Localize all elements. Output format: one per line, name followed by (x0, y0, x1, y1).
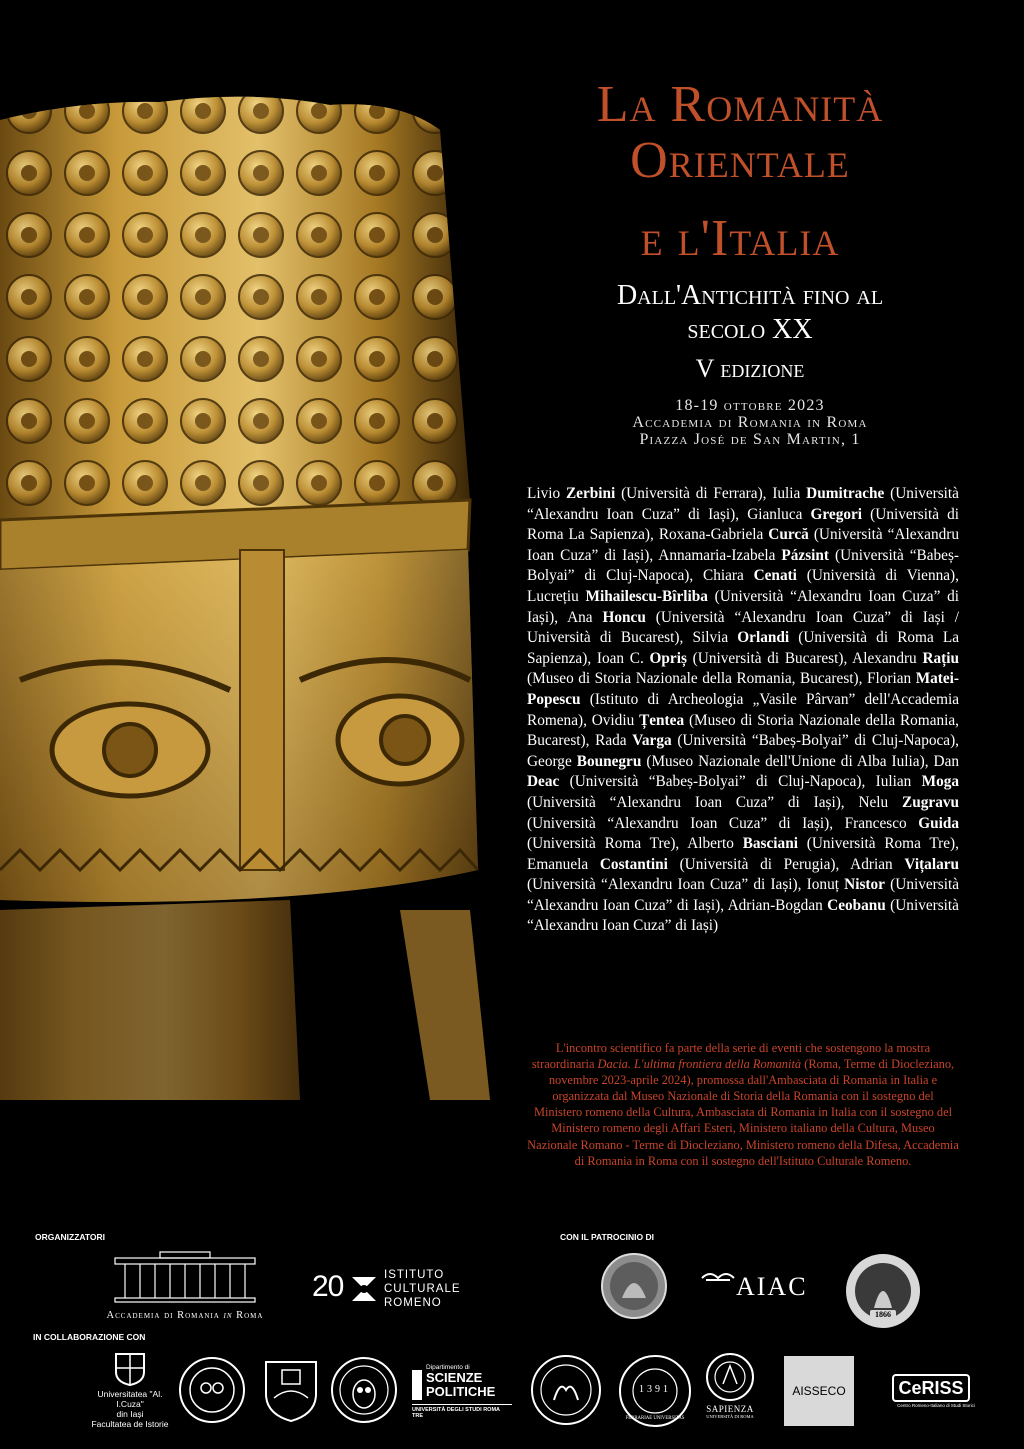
speaker-affiliation: (Università “Babeș-Bolyai” di Cluj-Napoca) (569, 773, 862, 791)
seal-year: 1866 (875, 1310, 891, 1319)
speaker-first-name: Annamaria-Izabela (658, 546, 776, 564)
accademia-logo (90, 1250, 280, 1324)
speakers-list (527, 484, 959, 937)
accademia-logo-line2: Roma (236, 1310, 264, 1321)
speaker-first-name: Rada (595, 732, 627, 750)
speaker-first-name: Ioan C. (596, 649, 644, 667)
icr-logo-line3: ROMENO (384, 1297, 442, 1309)
edition: V edizione (695, 354, 805, 383)
sapienza-seal-icon (705, 1352, 755, 1402)
aisseco-logo (784, 1356, 854, 1426)
speaker-last-name: Curcă (768, 526, 809, 544)
speaker: Alberto Basciani (Università Roma Tre), (687, 835, 959, 853)
speaker: Iulia Dumitrache (Università “Alexandru Ioan Cuza” di Iași), (527, 485, 959, 523)
speaker-affiliation: (Università “Alexandru Ioan Cuza” di Iași) (527, 814, 830, 832)
speaker-last-name: Guida (918, 814, 959, 832)
icr-logo-line2: CULTURALE (384, 1283, 461, 1295)
speaker-last-name: Varga (632, 732, 672, 750)
ceriss-name: CeRISS (892, 1374, 970, 1402)
speaker-last-name: Rațiu (922, 649, 959, 667)
speaker-affiliation: (Università “Babeș-Bolyai” di Cluj-Napoca) (527, 546, 959, 585)
speaker: Ana Honcu (Università “Alexandru Ioan Cuza” di Iași / Università di Bucarest), (527, 608, 959, 647)
speaker-affiliation: (Museo di Storia Nazionale della Romania, Bucarest) (527, 670, 859, 688)
speaker: Adrian Vițalaru (Università “Alexandru Ioan Cuza” di Iași), (527, 855, 960, 894)
speaker-affiliation: (Università “Alexandru Ioan Cuza” di Iași) (527, 793, 841, 811)
speaker-first-name: Silvia (692, 629, 729, 647)
speaker: Lucrețiu Mihailescu-Bîrliba (Università “Alexandru Ioan Cuza” di Iași), (527, 587, 959, 626)
patronage-label: CON IL PATROCINIO DI (560, 1232, 654, 1242)
event-venue: Accademia di Romania in Roma (632, 414, 868, 431)
note-text-2: (Roma, Terme di Diocleziano, novembre 2023-aprile 2024), promossa dall'Ambasciata di Romania in Italia e organizzata dal Museo Nazionale di Storia della Romania con il sostegno del Ministero romeno della Cultura, Ambasciata di Romania in Italia con il sostegno del Ministero romeno degli Affari Esteri, Ministero italiano della Cultura, Museo Nazionale Romano - Terme di Diocleziano, Ministero romeno della Difesa, Accademia di Romania in Roma con il sostegno dell'Istituto Culturale Romeno. (527, 1057, 959, 1168)
speaker: Ioan C. Opriș (Università di Bucarest), (596, 649, 853, 667)
aiac-text: AIAC (736, 1272, 808, 1301)
speaker-last-name: Zugravu (902, 793, 959, 811)
accademia-logo-in: in (223, 1310, 233, 1321)
speaker-first-name: Livio (527, 485, 561, 502)
speaker-first-name: Nelu (858, 793, 889, 811)
cuza-line1: Universitatea "Al. I.Cuza" (97, 1389, 163, 1409)
speaker: Iulian Moga (Università “Alexandru Ioan Cuza” di Iași), (527, 773, 960, 811)
speaker-first-name: Chiara (703, 567, 744, 585)
cuza-line2: din Iași (116, 1409, 144, 1419)
speaker: Alexandru Rațiu (Museo di Storia Nazionale della Romania, Bucarest), (527, 649, 959, 688)
speaker-last-name: Orlandi (737, 629, 790, 647)
speaker-first-name: Emanuela (527, 855, 589, 873)
speaker: Rada Varga (Università “Babeș-Bolyai” di Cluj-Napoca), (595, 732, 959, 750)
speaker: Nelu Zugravu (Università “Alexandru Ioan Cuza” di Iași), (527, 793, 959, 832)
accademia-logo-line1: Accademia di Romania (106, 1310, 220, 1321)
shield-crest-icon (262, 1358, 320, 1424)
speaker-affiliation: (Università “Alexandru Ioan Cuza” di Iași / Università di Bucarest) (527, 608, 959, 647)
speaker-affiliation: (Università “Alexandru Ioan Cuza” di Iași) (527, 587, 959, 626)
speaker-first-name: Ovidiu (591, 711, 635, 729)
speaker: Chiara Cenati (Università di Vienna), (703, 567, 959, 585)
speaker: Silvia Orlandi (Università di Roma La Sapienza), (527, 629, 959, 667)
note-text-1: L'incontro scientifico fa parte della serie di eventi che sostengono la mostra straordinaria (531, 1041, 931, 1072)
speaker-first-name: Iulia (772, 485, 801, 502)
speaker-last-name: Mihailescu-Bîrliba (585, 587, 708, 605)
speaker-affiliation: (Università di Ferrara) (621, 485, 763, 502)
scienze-line3: POLITICHE (426, 1384, 496, 1399)
speaker-affiliation: (Università “Alexandru Ioan Cuza” di Iași) (527, 876, 798, 894)
scienze-line1: Dipartimento di (426, 1364, 470, 1371)
speaker-affiliation: (Museo di Storia Nazionale della Romania, Bucarest) (527, 711, 960, 750)
speaker: Gianluca Gregori (Università di Roma La Sapienza), (527, 505, 959, 544)
cuza-line3: Facultatea de Istorie (91, 1419, 169, 1429)
speaker-affiliation: (Università “Babeș-Bolyai” di Cluj-Napoca) (677, 732, 956, 750)
speaker-last-name: Ceobanu (827, 896, 886, 914)
speaker-affiliation: (Università “Alexandru Ioan Cuza” di Iași) (527, 526, 959, 564)
speaker-first-name: Adrian-Bogdan (727, 896, 823, 914)
icr-logo (312, 1268, 482, 1318)
note-exhibition-title: Dacia. L'ultima frontiera della Romanità (597, 1057, 802, 1072)
aisseco-text: AISSECO (792, 1384, 846, 1398)
speaker-last-name: Pázsint (781, 546, 830, 564)
sapienza-line2: UNIVERSITÀ DI ROMA (706, 1414, 754, 1419)
speaker-last-name: Gregori (810, 505, 863, 523)
subtitle-line-2: secolo XX (687, 314, 813, 345)
title-line-3: e l'Italia (640, 210, 840, 267)
speaker-first-name: Roxana-Gabriela (658, 526, 764, 544)
accademia-romana-seal (844, 1252, 922, 1330)
ferrara-year: 1391 (639, 1384, 671, 1395)
helmet-image (0, 80, 520, 1100)
cuza-logo (85, 1352, 175, 1429)
speaker: Ionuț Nistor (Università “Alexandru Ioan Cuza” di Iași), (527, 876, 959, 914)
title-line-1: La Romanità (596, 76, 884, 133)
speaker-first-name: Dan (933, 752, 960, 770)
speaker-last-name: Țentea (639, 711, 685, 729)
speaker-first-name: Alexandru (852, 649, 917, 667)
sapienza-line1: SAPIENZA (706, 1404, 754, 1414)
civitas-seal-icon (530, 1354, 602, 1426)
event-address: Piazza José de San Martin, 1 (639, 431, 861, 448)
collaboration-label: IN COLLABORAZIONE CON (33, 1332, 146, 1342)
organizers-label: ORGANIZZATORI (35, 1232, 106, 1242)
speaker: George Bounegru (Museo Nazionale dell'Unione di Alba Iulia), (527, 752, 934, 770)
speaker: Ovidiu Țentea (Museo di Storia Nazionale della Romania, Bucarest), (527, 711, 960, 750)
aiac-column-icon (700, 1268, 736, 1308)
coin-seal-icon (600, 1252, 668, 1320)
event-dates: 18-19 ottobre 2023 (675, 397, 825, 414)
icr-emblem-icon (350, 1275, 378, 1303)
scienze-line4: UNIVERSITÀ DEGLI STUDI ROMA TRE (412, 1404, 512, 1419)
speaker-last-name: Zerbini (565, 485, 616, 502)
speaker-affiliation: (Università di Perugia) (679, 855, 836, 873)
icr-logo-number: 20 (312, 1270, 344, 1303)
speaker-last-name: Bounegru (576, 752, 642, 770)
speaker-last-name: Dumitrache (806, 485, 885, 502)
speaker: Roxana-Gabriela Curcă (Università “Alexandru Ioan Cuza” di Iași), (527, 526, 959, 564)
owl-seal-icon (330, 1356, 398, 1424)
speaker-last-name: Moga (921, 773, 960, 791)
istorie-bucuresti-seal-icon (178, 1356, 246, 1424)
speaker-affiliation: (Università “Alexandru Ioan Cuza” di Iași) (527, 896, 959, 935)
speaker-affiliation: (Università di Roma La Sapienza) (527, 505, 959, 544)
sapienza-logo (702, 1352, 758, 1426)
ferrara-logo (618, 1354, 692, 1428)
icr-logo-line1: ISTITUTO (384, 1269, 445, 1281)
ferrara-name: FERRARIAE UNIVERSITAS (625, 1416, 685, 1421)
speaker-first-name: Florian (866, 670, 912, 688)
speaker: Livio Zerbini (Università di Ferrara), (527, 485, 773, 502)
speaker-first-name: George (527, 752, 572, 770)
accademia-building-icon (110, 1250, 260, 1306)
ceriss-subtitle: Centro Romeno-Italiano di Studi Storici (897, 1403, 975, 1408)
speaker: Dan Deac (Università “Babeș-Bolyai” di Cluj-Napoca), (527, 752, 960, 791)
speaker-affiliation: (Università Roma Tre) (806, 835, 956, 853)
scienze-politiche-logo (412, 1364, 512, 1419)
speaker-last-name: Cenati (753, 567, 797, 585)
speaker-last-name: Basciani (742, 835, 798, 853)
ceriss-logo (886, 1372, 986, 1412)
speaker-first-name: Ana (567, 608, 593, 626)
speaker-first-name: Francesco (844, 814, 907, 832)
speaker-last-name: Vițalaru (904, 855, 960, 873)
speaker: Annamaria-Izabela Pázsint (Università “Babeș-Bolyai” di Cluj-Napoca), (527, 546, 959, 585)
title-line-2: Orientale (630, 132, 850, 189)
event-note (527, 1040, 959, 1169)
speaker-last-name: Costantini (599, 855, 668, 873)
cuza-crest-icon (114, 1352, 146, 1386)
speaker: Francesco Guida (Università Roma Tre), (527, 814, 959, 853)
speaker: Emanuela Costantini (Università di Perugia), (527, 855, 851, 873)
speaker: Florian Matei-Popescu (Istituto di Archeologia „Vasile Pârvan” dell'Accademia Romena), (527, 670, 960, 729)
speaker-last-name: Matei-Popescu (527, 670, 960, 708)
speaker-affiliation: (Università di Roma La Sapienza) (527, 629, 959, 667)
speaker-first-name: Alberto (687, 835, 734, 853)
speaker-affiliation: (Università “Alexandru Ioan Cuza” di Iași) (527, 485, 959, 523)
subtitle-line-1: Dall'Antichità fino al (616, 280, 884, 311)
speaker-affiliation: (Università di Vienna) (806, 567, 956, 585)
speaker-last-name: Opriș (649, 649, 687, 667)
scienze-line2: SCIENZE (426, 1370, 483, 1385)
aiac-logo (700, 1264, 818, 1310)
speaker-affiliation: (Università “Alexandru Ioan Cuza” di Iași) (527, 876, 959, 914)
speaker-last-name: Honcu (602, 608, 646, 626)
speaker-first-name: Iulian (875, 773, 912, 791)
speaker-first-name: Ionuț (806, 876, 839, 894)
speaker-first-name: Lucrețiu (527, 587, 579, 605)
speaker-affiliation: (Istituto di Archeologia „Vasile Pârvan” dell'Accademia Romena) (527, 690, 960, 729)
speaker-affiliation: (Museo Nazionale dell'Unione di Alba Iulia) (646, 752, 925, 770)
speaker-affiliation: (Università Roma Tre) (527, 835, 676, 853)
speaker-first-name: Adrian (850, 855, 893, 873)
speaker-last-name: Deac (527, 773, 560, 791)
speaker-affiliation: (Università di Bucarest) (692, 649, 844, 667)
speaker-first-name: Gianluca (747, 505, 803, 523)
speaker-last-name: Nistor (844, 876, 885, 894)
